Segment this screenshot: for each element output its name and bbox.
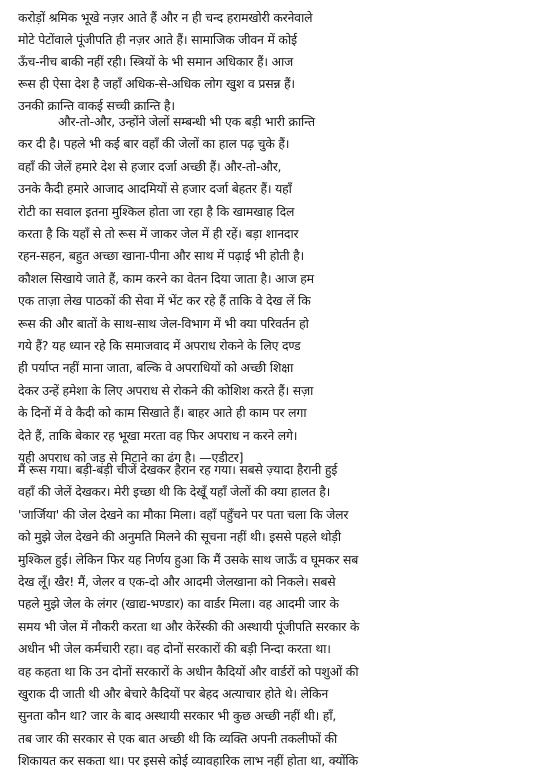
- text-line: देकर उन्हें हमेशा के लिए अपराध से रोकने की कोशिश करते हैं। सज़ा: [18, 383, 314, 398]
- text-line: उनकी क्रान्ति वाकई सच्ची क्रान्ति है।: [18, 98, 175, 113]
- text-line: सुनता कौन था? जार के बाद अस्थायी सरकार भी कुछ अच्छी नहीं थी। हाँ,: [18, 708, 337, 723]
- text-line: खुराक दी जाती थी और बेचारे कैदियों पर बेहद अत्याचार होते थे। लेकिन: [18, 686, 329, 701]
- text-line: रूस की और बातों के साथ-साथ जेल-विभाग में भी क्या परिवर्तन हो: [18, 316, 309, 331]
- text-line: और-तो-और, उन्होंने जेलों सम्बन्धी भी एक बड़ी भारी क्रान्ति: [58, 114, 315, 129]
- text-line: गये हैं? यह ध्यान रहे कि समाजवाद में अपराध रोकने के लिए दण्ड: [18, 338, 301, 353]
- text-line: कौशल सिखाये जाते हैं, काम करने का वेतन दिया जाता है। आज हम: [18, 271, 314, 286]
- text-line: अधीन भी जेल कर्मचारी रहा। वह दोनों सरकारों की बड़ी निन्दा करता था।: [18, 641, 331, 656]
- text-line: मैं रूस गया। बड़ी-बड़ी चीजें देखकर हैरान रह गया। सबसे ज़्यादा हैरानी हुई: [18, 462, 338, 477]
- text-line: शिकायत कर सकता था। पर इससे कोई व्यावहारिक लाभ नहीं होता था, क्योंकि: [18, 753, 358, 768]
- text-line: तब जार की सरकार से एक बात अच्छी थी कि व्यक्ति अपनी तकलीफों की: [18, 731, 338, 746]
- text-line: समय भी जेल में नौकरी करता था और केरेंस्की की अस्थायी पूंजीपति सरकार के: [18, 619, 360, 634]
- text-line: करोड़ों श्रमिक भूखे नज़र आते हैं और न ही चन्द हरामखोरी करनेवाले: [18, 10, 313, 25]
- text-line: 'जार्जिया' की जेल देखने का मौका मिला। वहाँ पहुँचने पर पता चला कि जेलर: [18, 507, 349, 522]
- text-line: वहाँ की जेलें हमारे देश से हजार दर्जा अच्छी हैं। और-तो-और,: [18, 159, 282, 174]
- text-line: के दिनों में वे कैदी को काम सिखाते हैं। बाहर आते ही काम पर लगा: [18, 405, 307, 420]
- text-line: रूस ही ऐसा देश है जहाँ अधिक-से-अधिक लोग खुश व प्रसन्न हैं।: [18, 76, 295, 91]
- text-line: देते हैं, ताकि बेकार रह भूखा मरता वह फिर अपराध न करने लगे।: [18, 428, 298, 443]
- text-line: वहाँ की जेलें देखकर। मेरी इच्छा थी कि देखूँ यहाँ जेलों की क्या हालत है।: [18, 484, 331, 499]
- text-line: रोटी का सवाल इतना मुश्किल होता जा रहा है कि खामखाह दिल: [18, 204, 295, 219]
- text-line: उनके कैदी हमारे आजाद आदमियों से हजार दर्जा बेहतर हैं। यहाँ: [18, 181, 292, 196]
- text-line: ऊँच-नीच बाकी नहीं रही। स्त्रियों के भी समान अधिकार हैं। आज: [18, 54, 294, 69]
- text-line: मोटे पेटोंवाले पूंजीपति ही नज़र आते हैं। सामाजिक जीवन में कोई: [18, 32, 297, 47]
- text-line: पहले मुझे जेल के लंगर (खाद्य-भण्डार) का वार्डर मिला। वह आदमी जार के: [18, 596, 339, 611]
- text-line: को मुझे जेल देखने की अनुमति मिलने की सूचना नहीं थी। इससे पहले थोड़ी: [18, 529, 341, 544]
- text-line: ही पर्याप्त नहीं माना जाता, बल्कि वे अपराधियों को अच्छी शिक्षा: [18, 360, 294, 375]
- text-line: वह कहता था कि उन दोनों सरकारों के अधीन कैदियों और वार्डरों को पशुओं की: [18, 664, 359, 679]
- text-line: रहन-सहन, बहुत अच्छा खाना-पीना और साथ में पढ़ाई भी होती है।: [18, 248, 305, 263]
- text-line: देख लूँ। खैर! मैं, जेलर व एक-दो और आदमी जेलखाना को निकले। सबसे: [18, 574, 336, 589]
- text-line: यही अपराध को जड़ से मिटाने का ढंग है। —एडीटर]: [18, 450, 244, 465]
- text-line: कर दी है। पहले भी कई बार वहाँ की जेलों का हाल पढ़ चुके हैं।: [18, 136, 290, 151]
- text-line: करता है कि यहाँ से तो रूस में जाकर जेल में ही रहें। बड़ा शानदार: [18, 226, 299, 241]
- text-line: एक ताज़ा लेख पाठकों की सेवा में भेंट कर रहे हैं ताकि वे देख लें कि: [18, 293, 311, 308]
- text-line: मुश्किल हुई। लेकिन फिर यह निर्णय हुआ कि मैं उसके साथ जाऊँ व घूमकर सब: [18, 552, 359, 567]
